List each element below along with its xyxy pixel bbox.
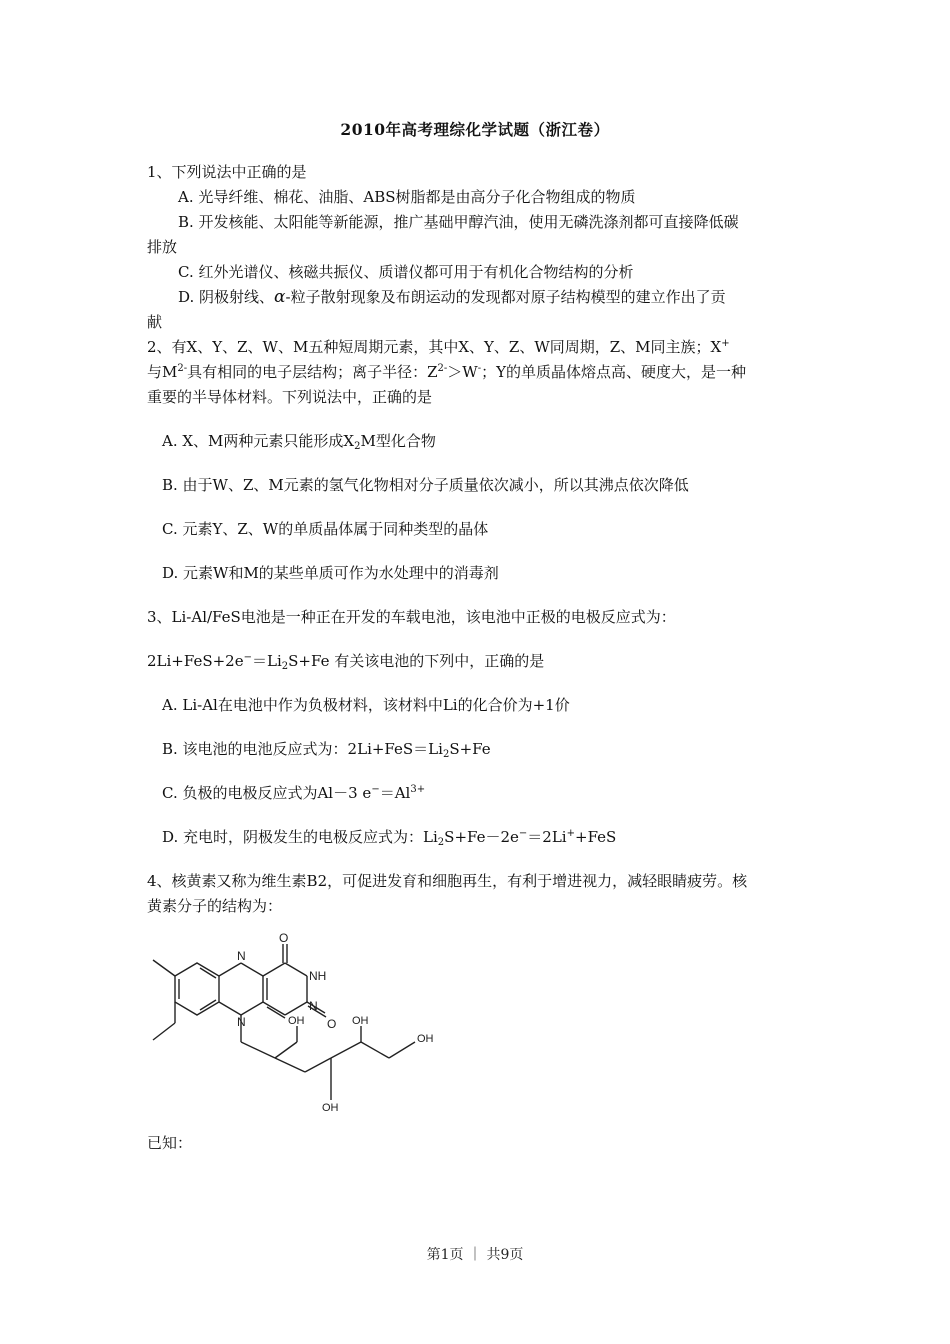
atom-label: O xyxy=(327,1017,337,1031)
q4-stem-line1: 4、核黄素又称为维生素B2，可促进发育和细胞再生，有利于增进视力，减轻眼睛疲劳。核 xyxy=(147,872,748,890)
atom-label: OH xyxy=(352,1015,369,1027)
atom-label: N xyxy=(309,999,318,1013)
q2-option-c: C. 元素Y、Z、W的单质晶体属于同种类型的晶体 xyxy=(162,520,489,538)
q2-option-b: B. 由于W、Z、M元素的氢气化物相对分子质量依次减小，所以其沸点依次降低 xyxy=(162,476,689,494)
q3-stem-line2: $2Li+FeS+2e^-=Li_2S+Fe$ 有关该电池的下列中，正确的是 xyxy=(147,652,545,672)
page-footer: 第1页 ｜ 共9页 xyxy=(426,1247,524,1263)
q2-stem-line1: 2、有X、Y、Z、W、M五种短周期元素，其中X、Y、Z、W同周期，Z、M同主族；X+ xyxy=(147,338,730,356)
riboflavin-structure-diagram xyxy=(145,930,445,1115)
q1-stem: 1、下列说法中正确的是 xyxy=(147,163,307,181)
q3-stem-line1: 3、Li-Al/FeS电池是一种正在开发的车载电池，该电池中正极的电极反应式为： xyxy=(147,608,676,626)
atom-label: OH xyxy=(288,1015,305,1027)
alpha-symbol: α xyxy=(274,287,286,307)
atom-label: OH xyxy=(322,1102,339,1114)
q2-option-d: D. 元素W和M的某些单质可作为水处理中的消毒剂 xyxy=(162,564,499,582)
q4-stem-line2: 黄素分子的结构为： xyxy=(147,897,283,915)
atom-label: OH xyxy=(417,1033,434,1045)
q1-option-d: D. 阴极射线、α-粒子散射现象及布朗运动的发现都对原子结构模型的建立作出了贡 xyxy=(178,287,726,307)
q3-option-d: D. 充电时，阴极发生的电极反应式为：$Li_2S+Fe-2e^-=2Li^++FeS$ xyxy=(162,828,617,848)
q1-option-c: C. 红外光谱仪、核磁共振仪、质谱仪都可用于有机化合物结构的分析 xyxy=(178,263,634,281)
q2-stem-line2: 与$M^{2-}$具有相同的电子层结构；离子半径：$Z^{2-}>W^-$；Y的单质晶体熔点高、硬度大，是一种 xyxy=(147,363,747,381)
q1-option-a: A. 光导纤维、棉花、油脂、ABS树脂都是由高分子化合物组成的物质 xyxy=(178,188,636,206)
atom-label: N xyxy=(237,949,246,963)
q2-stem-line3: 重要的半导体材料。下列说法中，正确的是 xyxy=(147,388,433,406)
atom-label: O xyxy=(279,931,289,945)
atom-label: N xyxy=(237,1015,246,1029)
q4-known: 已知： xyxy=(147,1134,193,1152)
q2-option-a: A. X、M两种元素只能形成$X_2M$型化合物 xyxy=(162,432,436,452)
atom-label: NH xyxy=(309,969,327,983)
q1-option-d-cont: 献 xyxy=(147,313,163,331)
page-title: 2010年高考理综化学试题（浙江卷） xyxy=(340,120,610,139)
q3-option-a: A. Li-Al在电池中作为负极材料，该材料中Li的化合价为+1价 xyxy=(162,696,570,714)
q3-option-c: C. 负极的电极反应式为Al－3 $e^-=Al^{3+}$ xyxy=(162,784,426,802)
q1-option-b: B. 开发核能、太阳能等新能源，推广基础甲醇汽油，使用无磷洗涤剂都可直接降低碳 xyxy=(178,213,739,231)
q3-option-b: B. 该电池的电池反应式为：$2Li+FeS=Li_2S+Fe$ xyxy=(162,740,491,760)
q1-option-b-cont: 排放 xyxy=(147,238,178,256)
